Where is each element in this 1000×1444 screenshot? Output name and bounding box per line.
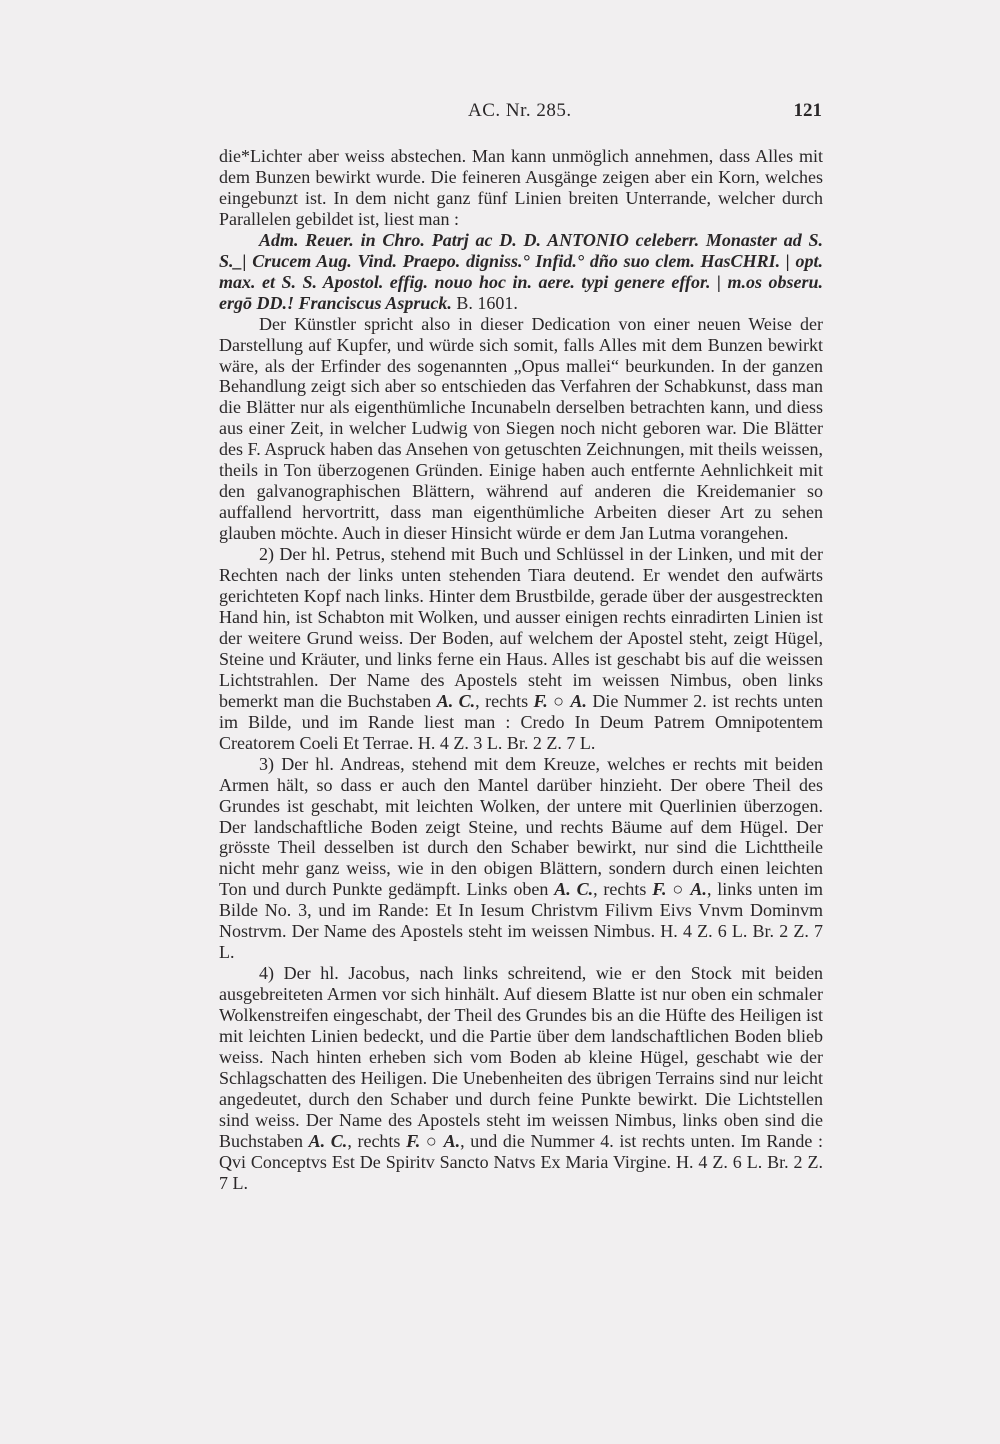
circle-mark-icon: ○ (666, 879, 691, 900)
entry-3-initial-a: A. (690, 879, 707, 900)
entry-3-text-b: , rechts (593, 879, 653, 900)
page-number: 121 (793, 100, 822, 121)
entry-4-text-c: , und die Nummer 4. ist rechts unten. Im Rande : Qvi Conceptvs Est De Spiritv Sancto Natvs Ex Maria Virgine. H. 4 Z. 6 L. Br. 2 Z. 7 L. (219, 1130, 824, 1193)
entry-3-initial-f: F. (652, 879, 667, 900)
entry-3-initials-ac: A. C. (554, 879, 594, 900)
entry-3-text-c: , links unten im Bilde No. 3, und im Rande: Et In Iesum Christvm Filivm Eivs Vnvm Dominvm Nostrvm. Der Name des Apostels steht im weissen Nimbus. H. 4 Z. 6 L. Br. 2 Z. 7 L. (219, 879, 824, 963)
entry-2-initials-ac: A. C. (436, 690, 476, 711)
inscription-text: Adm. Reuer. in Chro. Patrj ac D. D. ANTONIO celeberr. Monaster ad S. S._| Crucem Aug. Vind. Praepo. digniss.° Infid.° dño suo clem. HasCHRI. | opt. max. et S. S. Apostol. effig. nouo hoc in. aere. typi genere effor. | m.os obseru. ergō DD.! Franciscus Aspruck. (219, 229, 823, 313)
entry-3-text: 3) Der hl. Andreas, stehend mit dem Kreuze, welches er rechts mit beiden Armen hält, so dass er auch den Mantel darüber hinzieht. Der obere Theil des Grundes ist geschabt, mit leichten Wolken, der untere mit Querlinien überzogen. Der landschaftliche Boden zeigt Steine, und rechts Bäume auf dem Hügel. Der grösste Theil desselben ist durch den Schaber bewirkt, nur sind die Lichttheile nicht mehr ganz weiss, wie in den obigen Blättern, sondern durch einen leichten Ton und durch Punkte gedämpft. Links oben (219, 753, 823, 900)
paragraph-continuation: die*Lichter aber weiss abstechen. Man kann unmöglich annehmen, dass Alles mit dem Bunzen bewirkt wurde. Die feineren Ausgänge zeigen aber ein Korn, welches eingebunzt ist. In dem nicht ganz fünf Linien breiten Unterrande, welcher durch Parallelen gebildet ist, liest man : (219, 146, 823, 229)
inscription-paragraph (219, 230, 823, 314)
running-title: AC. Nr. 285. (468, 100, 572, 121)
entry-4-initial-a: A. (443, 1130, 461, 1151)
circle-mark-icon: ○ (420, 1130, 444, 1151)
entry-4-initial-f: F. (406, 1130, 421, 1151)
body-text (219, 146, 823, 1194)
entry-2-initial-a: A. (570, 690, 587, 711)
paragraph-entry-4 (219, 963, 823, 1193)
inscription-date: B. 1601. (451, 292, 518, 313)
circle-mark-icon: ○ (547, 690, 571, 711)
entry-2-text-c: Die Nummer 2. ist rechts unten im Bilde, und im Rande liest man : Credo In Deum Patrem Omnipotentem Creatorem Coeli Et Terrae. H. 4 Z. 3 L. Br. 2 Z. 7 L. (219, 690, 824, 753)
paragraph-commentary: Der Künstler spricht also in dieser Dedication von einer neuen Weise der Darstellung auf Kupfer, und würde sich somit, falls Alles mit dem Bunzen bewirkt wäre, als der Erfinder des sogenannten „Opus mallei“ beurkunden. In der ganzen Behandlung zeigt sich aber so entschieden das Verfahren der Schabkunst, dass man die Blätter nur als eigenthümliche Incunabeln derselben betrachten kann, und diess aus einer Zeit, in welcher Ludwig von Siegen noch nicht geboren war. Die Blätter des F. Aspruck haben das Ansehen von getuschten Zeichnungen, mit theils weissen, theils in Ton überzogenen Gründen. Einige haben auch entfernte Aehnlichkeit mit den galvanographischen Blättern, während auf anderen die Kreidemanier so auffallend hervortritt, dass man eigenthümliche Arbeiten dieser Art zu sehen glauben möchte. Auch in dieser Hinsicht würde er dem Jan Lutma vorangehen. (219, 313, 823, 544)
paragraph-entry-2 (219, 544, 823, 754)
entry-4-text-b: , rechts (347, 1130, 407, 1151)
entry-2-initial-f: F. (533, 690, 548, 711)
page-header (220, 100, 822, 130)
entry-4-text: 4) Der hl. Jacobus, nach links schreitend, wie er den Stock mit beiden ausgebreiteten Armen vor sich hinhält. Auf diesem Blatte ist nur oben ein schmaler Wolkenstreifen eingeschabt, der Theil des Grundes bis an die Hüfte des Heiligen ist mit leichten Linien bedeckt, und die Partie über dem landschaftlichen Boden blieb weiss. Nach hinten erheben sich vom Boden ab kleine Hügel, geschabt wie der Schlagschatten des Heiligen. Die Unebenheiten des übrigen Terrains sind nur leicht angedeutet, durch den Schaber und durch feine Punkte bewirkt. Die Lichtstellen sind weiss. Der Name des Apostels steht im weissen Nimbus, links oben sind die Buchstaben (219, 963, 823, 1151)
entry-2-text: 2) Der hl. Petrus, stehend mit Buch und Schlüssel in der Linken, und mit der Rechten nach der links unten stehenden Tiara deutend. Er wendet den aufwärts gerichteten Kopf nach links. Hinter dem Brustbilde, gerade über der ausgestreckten Hand hin, ist Schabton mit Wolken, und ausser einigen rechts einradirten Linien ist der weitere Grund weiss. Der Boden, auf welchem der Apostel steht, zeigt Hügel, Steine und Kräuter, und links ferne ein Haus. Alles ist geschabt bis auf die weissen Lichtstrahlen. Der Name des Apostels steht im weissen Nimbus, oben links bemerkt man die Buchstaben (219, 544, 823, 711)
entry-2-text-b: , rechts (475, 690, 534, 711)
paragraph-entry-3 (219, 754, 823, 964)
entry-4-initials-ac: A. C. (308, 1130, 348, 1151)
